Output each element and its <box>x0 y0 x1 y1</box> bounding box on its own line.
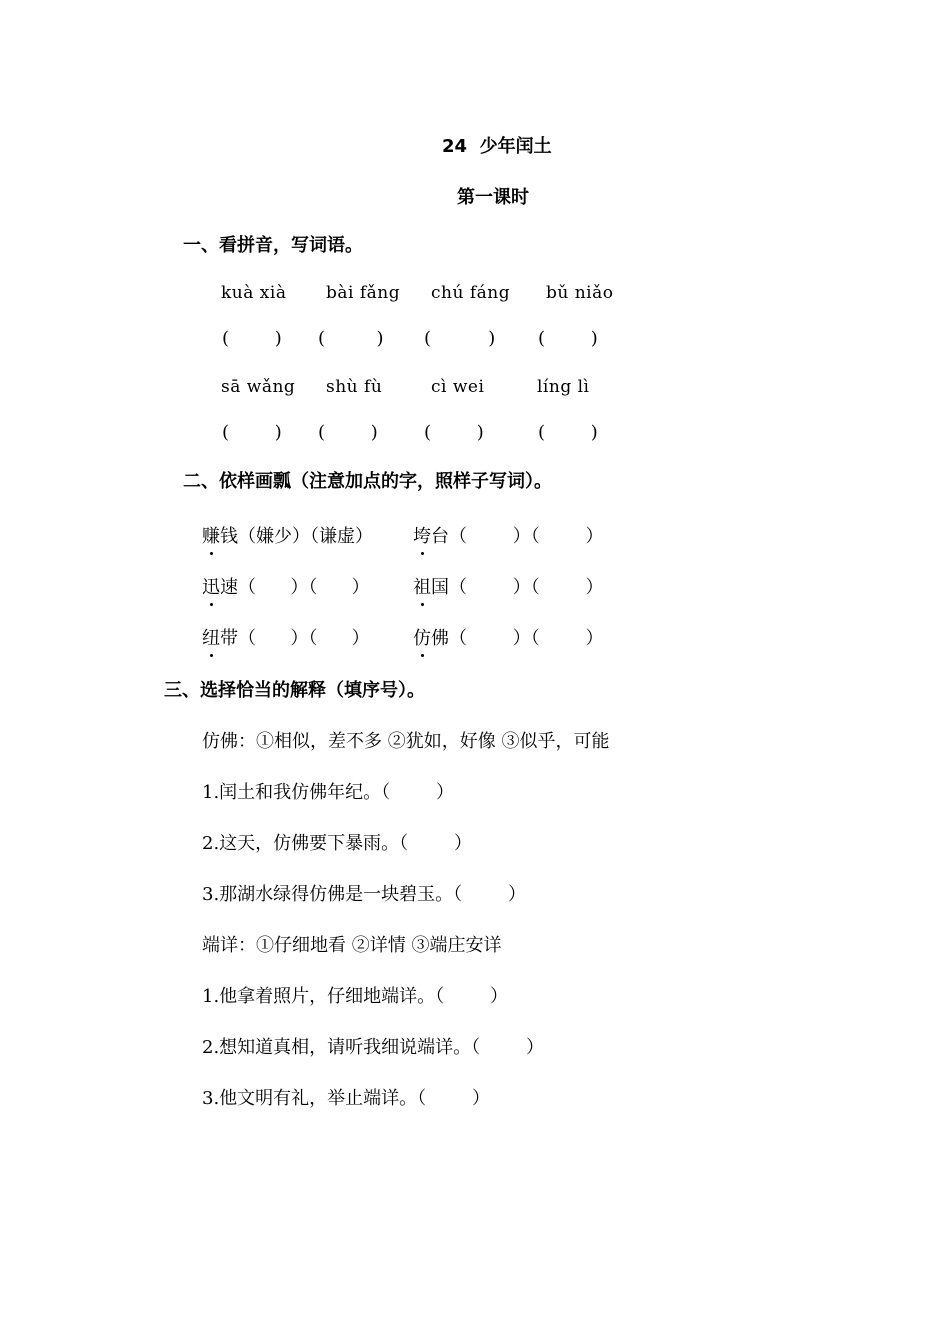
question-line: 3.他文明有礼，举止端详。（ ） <box>202 1088 490 1109</box>
question-line: 1.闰土和我仿佛年纪。（ ） <box>202 782 454 803</box>
emphasized-char: 祖 <box>413 577 431 598</box>
pinyin-2: bài fǎng <box>326 283 401 303</box>
question-line: 1.他拿着照片，仔细地端详。（ ） <box>202 986 508 1007</box>
emphasis-dot <box>421 552 424 555</box>
page-title: 24 少年闰土 <box>442 136 552 157</box>
answer-blank-6: ( ) <box>318 422 378 443</box>
answer-blank-7: ( ) <box>424 422 484 443</box>
definition-line: 仿佛：①相似，差不多 ②犹如，好像 ③似乎，可能 <box>202 731 610 752</box>
section1-heading: 一、看拼音，写词语。 <box>183 235 363 256</box>
answer-blank-3: ( ) <box>424 328 496 349</box>
emphasized-char: 垮 <box>413 526 431 547</box>
pinyin-5: sā wǎng <box>221 377 296 397</box>
emphasis-dot <box>421 654 424 657</box>
analogy-item <box>413 579 604 597</box>
emphasis-dot <box>210 654 213 657</box>
analogy-rest: 带（ ）（ ） <box>220 628 370 649</box>
emphasis-dot <box>210 603 213 606</box>
answer-blank-8: ( ) <box>538 422 598 443</box>
question-line: 2.想知道真相，请听我细说端详。（ ） <box>202 1037 544 1058</box>
answer-blank-4: ( ) <box>538 328 598 349</box>
pinyin-4: bǔ niǎo <box>546 283 614 303</box>
definition-line: 端详：①仔细地看 ②详情 ③端庄安详 <box>202 935 502 956</box>
analogy-rest: 钱（嫌少）（谦虚） <box>220 526 373 547</box>
emphasized-char: 赚 <box>202 526 220 547</box>
question-line: 3.那湖水绿得仿佛是一块碧玉。（ ） <box>202 884 526 905</box>
page-subtitle: 第一课时 <box>457 187 529 208</box>
answer-blank-5: ( ) <box>222 422 282 443</box>
emphasis-dot <box>421 603 424 606</box>
emphasized-char: 纽 <box>202 628 220 649</box>
section3-heading: 三、选择恰当的解释（填序号）。 <box>164 680 425 701</box>
pinyin-1: kuà xià <box>221 283 287 303</box>
analogy-rest: 台（ ）（ ） <box>431 526 604 547</box>
pinyin-6: shù fù <box>326 377 383 397</box>
pinyin-8: líng lì <box>537 377 590 397</box>
emphasis-dot <box>210 552 213 555</box>
analogy-rest: 国（ ）（ ） <box>431 577 604 598</box>
analogy-item <box>202 528 373 546</box>
analogy-item <box>202 630 370 648</box>
pinyin-7: cì wei <box>431 377 485 397</box>
emphasized-char: 仿 <box>413 628 431 649</box>
analogy-rest: 佛（ ）（ ） <box>431 628 604 649</box>
analogy-item <box>202 579 370 597</box>
emphasized-char: 迅 <box>202 577 220 598</box>
analogy-rest: 速（ ）（ ） <box>220 577 370 598</box>
question-line: 2.这天，仿佛要下暴雨。（ ） <box>202 833 472 854</box>
pinyin-3: chú fáng <box>431 283 511 303</box>
answer-blank-2: ( ) <box>318 328 384 349</box>
section2-heading: 二、依样画瓢（注意加点的字，照样子写词）。 <box>183 471 552 492</box>
analogy-item <box>413 528 604 546</box>
answer-blank-1: ( ) <box>222 328 282 349</box>
analogy-item <box>413 630 604 648</box>
